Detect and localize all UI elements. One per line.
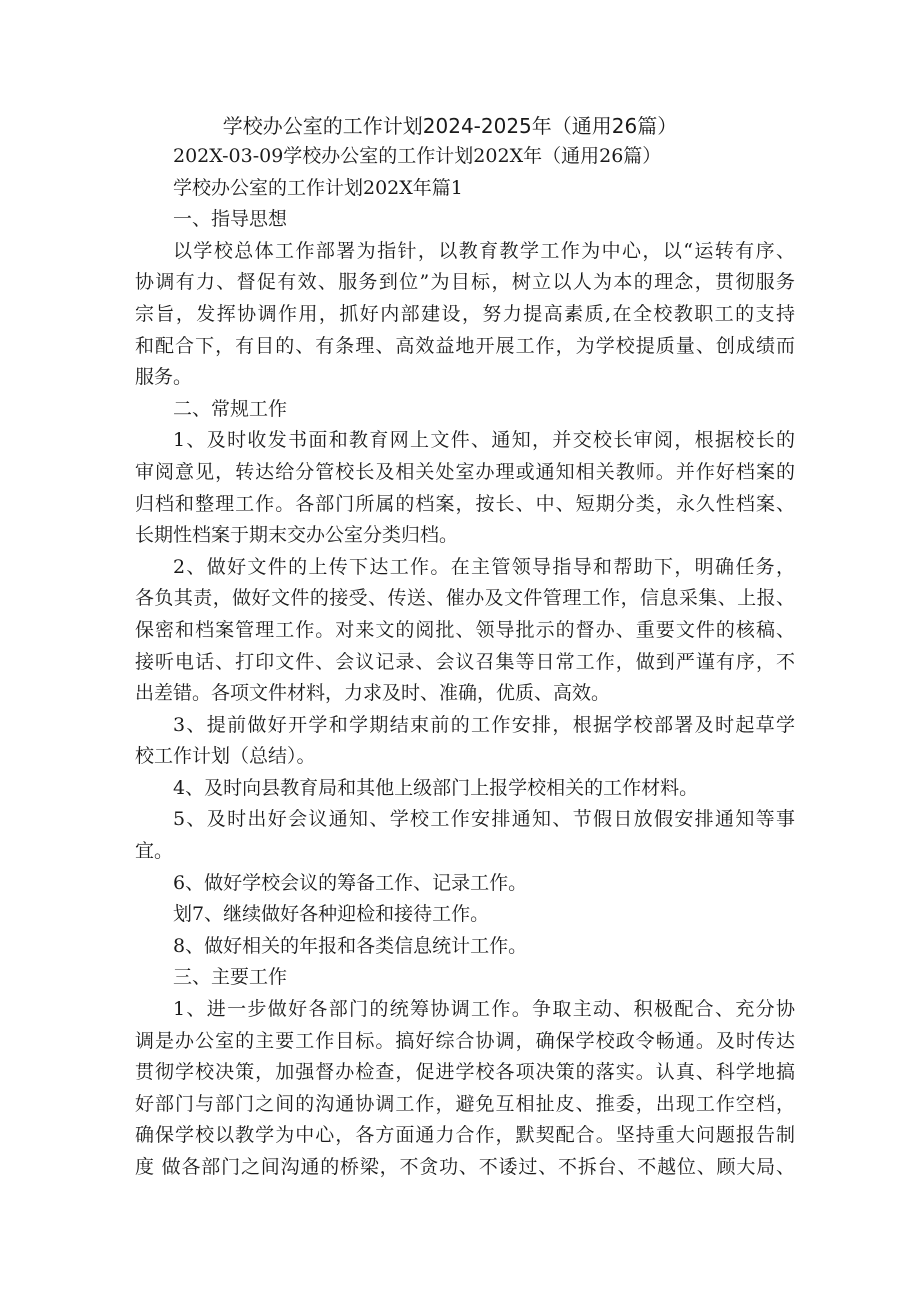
text-line: 一、指导思想	[173, 208, 288, 231]
text-line: 接听电话、打印文件、会议记录、会议召集等日常工作，做到严谨有序，不	[135, 650, 795, 673]
text-line: 二、常规工作	[173, 397, 288, 420]
text-line: 调是办公室的主要工作目标。搞好综合协调，确保学校政令畅通。及时传达	[135, 1029, 795, 1052]
text-line: 度 做各部门之间沟通的桥梁，不贪功、不诿过、不拆台、不越位、顾大局、	[135, 1156, 795, 1178]
text-line: 长期性档案于期末交办公室分类归档。	[135, 524, 459, 547]
document-body	[135, 141, 795, 1184]
text-line: 4、及时向县教育局和其他上级部门上报学校相关的工作材料。	[173, 776, 699, 799]
text-line: 三、主要工作	[173, 966, 288, 989]
text-line: 2、做好文件的上传下达工作。在主管领导指导和帮助下，明确任务，	[173, 555, 795, 578]
text-line: 协调有力、督促有效、服务到位”为目标，树立以人为本的理念，贯彻服务	[135, 271, 795, 294]
text-line: 服务。	[135, 366, 193, 389]
text-line: 划7、继续做好各种迎检和接待工作。	[173, 903, 490, 926]
text-line: 202X-03-09学校办公室的工作计划202X年（通用26篇）	[173, 145, 662, 167]
text-line: 归档和整理工作。各部门所属的档案，按长、中、短期分类，永久性档案、	[135, 492, 795, 515]
text-line: 以学校总体工作部署为指针，以教育教学工作为中心，以“运转有序、	[173, 239, 795, 262]
text-line: 各负其责，做好文件的接受、传送、催办及文件管理工作，信息采集、上报、	[135, 587, 795, 610]
text-line: 确保学校以教学为中心，各方面通力合作，默契配合。坚持重大问题报告制	[135, 1124, 795, 1147]
text-line: 8、做好相关的年报和各类信息统计工作。	[173, 934, 528, 957]
text-line: 校工作计划（总结）。	[135, 745, 316, 768]
document-title: 学校办公室的工作计划2024-2025年（通用26篇）	[222, 114, 678, 138]
text-line: 学校办公室的工作计划202X年篇1	[173, 176, 463, 199]
text-line: 1、进一步做好各部门的统筹协调工作。争取主动、积极配合、充分协	[173, 998, 795, 1021]
text-line: 宜。	[135, 840, 174, 863]
text-line: 贯彻学校决策，加强督办检查，促进学校各项决策的落实。认真、科学地搞	[135, 1061, 795, 1084]
text-line: 好部门与部门之间的沟通协调工作，避免互相扯皮、推委，出现工作空档，	[135, 1092, 795, 1115]
text-line: 审阅意见，转达给分管校长及相关处室办理或通知相关教师。并作好档案的	[135, 460, 795, 483]
text-line: 3、提前做好开学和学期结束前的工作安排，根据学校部署及时起草学	[173, 713, 795, 736]
text-line: 1、及时收发书面和教育网上文件、通知，并交校长审阅，根据校长的	[173, 429, 795, 452]
text-line: 和配合下，有目的、有条理、高效益地开展工作，为学校提质量、创成绩而	[135, 334, 795, 357]
text-line: 6、做好学校会议的筹备工作、记录工作。	[173, 871, 528, 894]
text-line: 5、及时出好会议通知、学校工作安排通知、节假日放假安排通知等事	[173, 808, 795, 831]
text-line: 保密和档案管理工作。对来文的阅批、领导批示的督办、重要文件的核稿、	[135, 618, 795, 641]
text-line: 出差错。各项文件材料，力求及时、准确，优质、高效。	[135, 682, 611, 705]
text-line: 宗旨，发挥协调作用，抓好内部建设，努力提高素质,在全校教职工的支持	[135, 302, 795, 325]
